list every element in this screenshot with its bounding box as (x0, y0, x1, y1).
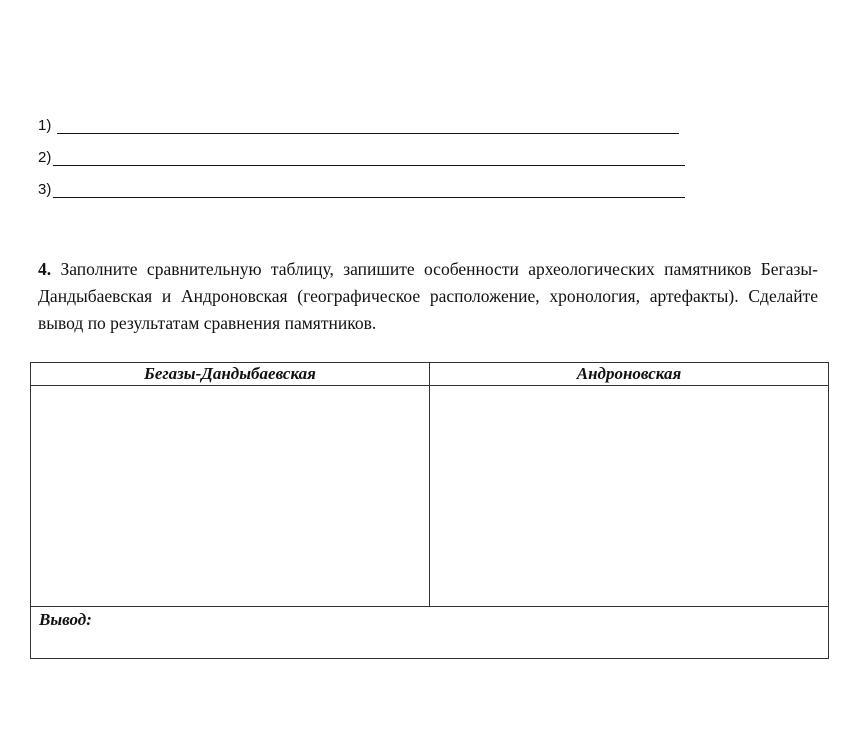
column-header-andronovo: Андроновская (430, 363, 829, 386)
conclusion-cell[interactable] (31, 607, 829, 659)
task-number: 4. (38, 259, 52, 279)
answer-line-1[interactable] (38, 118, 679, 134)
conclusion-label: Вывод: (39, 610, 92, 629)
comparison-table (30, 362, 829, 659)
cell-begazy[interactable] (31, 386, 430, 607)
answer-line-2[interactable] (38, 150, 685, 166)
answer-line-3[interactable] (38, 182, 685, 198)
column-header-begazy: Бегазы-Дандыбаевская (31, 363, 430, 386)
answer-blank[interactable] (53, 183, 685, 198)
task-4 (38, 256, 818, 337)
task-text: Заполните сравнительную таблицу, запишите особенности археологических памятников Бегазы-Дандыбаевская и Андроновская (географическое расположение, хронология, артефакты). Сделайте вывод по результатам сравнения памятников. (38, 259, 818, 333)
answer-line-label: 1) (38, 117, 52, 134)
answer-blank[interactable] (57, 119, 679, 134)
cell-andronovo[interactable] (430, 386, 829, 607)
answer-blank[interactable] (53, 151, 685, 166)
answer-line-label: 3) (38, 181, 52, 198)
answer-line-label: 2) (38, 149, 52, 166)
